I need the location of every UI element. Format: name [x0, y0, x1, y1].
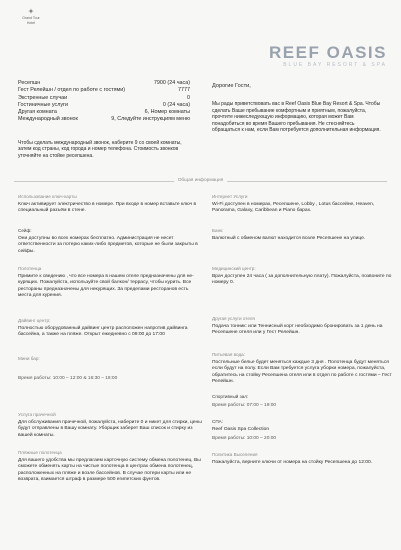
section-body: Валютный с обменом валют находится возле Ресепшене на улице.	[212, 236, 366, 241]
phone-label: Гест Релейшн / отдел по работе с гостями)	[18, 87, 126, 94]
phone-value: 7900 (24 часа)	[153, 80, 190, 86]
phone-row	[18, 116, 190, 123]
minibar-hours: Время работы: 10:00 – 12:00 & 16:30 – 18:00	[18, 376, 118, 381]
brand-logo	[237, 44, 387, 69]
section-body: Они доступны во всех номерах бесплатно. Администрация не несет ответственности за потерю каких-либо предметов, которые не были закрыты в сейфы.	[18, 236, 198, 254]
section-heading: Банк:	[212, 228, 224, 233]
phone-value: 9, Следуйте инструкциям меню	[111, 116, 190, 123]
spa-section	[212, 419, 396, 433]
section-body: Подача тонник: или Теннисный корт необходимо бронировать за 1 день на Ресепшене отеля или у Гест Релейшн.	[212, 324, 383, 336]
hotel-crest-logo	[14, 7, 48, 29]
internet-section	[212, 194, 396, 215]
phone-label: Экстренные случаи	[18, 94, 68, 101]
section-heading: Интернет Услуги	[212, 194, 248, 199]
phone-row	[18, 102, 190, 109]
section-body: Wi-Fi доступен в номерах, Ресепшене, Lobby , Lotus бассейне, Heaven, Panorama, Galaxy, Caribbean и Piano барах.	[212, 202, 375, 214]
section-divider	[14, 178, 387, 184]
section-heading: Использование ключ-карты	[18, 194, 77, 199]
divider-label: Общая информация	[174, 178, 228, 184]
section-heading: Пляжные полотенца	[18, 450, 62, 455]
section-body: Примите к сведению , что все номера в нашем отеле предназначены для не-курящих. Пожалуйста, используйте свой балкон/ террасу, чтобы курить. Все рестораны предназначены для некурящих. За пределами ресторанов есть места для курения.	[18, 274, 194, 298]
hotel-services-section	[212, 316, 396, 337]
section-heading: Сейф:	[18, 228, 32, 233]
section-heading: Спортивный зал:	[212, 394, 249, 399]
phone-value: 0 (24 часа)	[162, 101, 190, 108]
section-heading: Мини бар:	[18, 356, 40, 361]
logo-line-1: Grand Tour	[22, 16, 40, 20]
greeting: Дорогие Гости,	[212, 83, 251, 89]
laundry-section	[18, 412, 202, 439]
towels-section	[18, 450, 202, 483]
section-body: Reef Oasis Spa Collection	[212, 427, 270, 432]
section-heading: Питьевая вода:	[212, 352, 245, 357]
logo-line-2: Hotel	[26, 20, 36, 25]
section-body: Для вашего удобства мы предлагаем карточную систему обмена полотенец. Вы сможете обменять карты на чистые полотенца в центрах обмена полотенец, расположенных на пляже и возле бассейнов. В случае потери карты или не возврата, взимается штраф в размере 500 египетских фунтов.	[18, 458, 201, 482]
section-body: Врач доступен 24 часа ( за дополнительную плату). Пожалуйста, позвоните по номеру 0.	[212, 274, 392, 286]
keycard-section	[18, 194, 202, 215]
section-heading: Полотенца	[18, 266, 42, 271]
minibar-section	[18, 356, 202, 364]
checkout-section	[212, 452, 396, 466]
section-heading: Медицинский центр:	[212, 266, 256, 271]
phone-value: 7777	[178, 87, 190, 94]
brand-name: REEF OASIS	[269, 43, 387, 62]
welcome-text: Мы рады приветствовать вас в Reef Oasis Blue Bay Resort & Spa. Чтобы сделать Ваше пребывание комфортным и приятным, пожалуйста, прочтите нижеследующую информацию, которая может Вам понадобиться во время Вашего пребывания. Не стесняйтесь обращаться к нам, если Вам потребуется дополнительная информация.	[212, 101, 381, 134]
phone-value: 6, Номер комнаты	[144, 109, 190, 116]
section-body: Ключ активирует электричество в номере. При входе в номер вставьте ключ в специальный разъём в стене.	[18, 202, 197, 214]
housekeeping-section	[212, 352, 396, 385]
phone-label: Другая комната	[18, 109, 57, 116]
section-body: Постельные белье будет меняться каждые 3 дня . Полотенца будут меняться если будут на полу. Если Вам требуется услуга уборки номера, пожалуйста, обратитесь на стойку Ресепшена отеля или в отдел по работе с гостями – Гест Релейшн.	[212, 360, 392, 384]
section-heading: Дайвинг центр:	[18, 318, 51, 323]
section-heading: Другая услуги отеля	[212, 316, 255, 321]
phone-label: Ресепшн	[18, 80, 41, 86]
phone-directory	[18, 80, 190, 124]
gym-section	[212, 394, 396, 402]
phone-label: Международный звонок	[18, 116, 78, 123]
diving-section	[18, 318, 202, 339]
brand-subtitle: BLUE BAY RESORT & SPA	[283, 62, 387, 68]
section-body: Для обслуживания прачечной, пожалуйста, наберите 0 и никет для стирки, цены будут отправлены в Вашу комнату. Уборщик заберет Ваш список и стирку из вашей комнаты.	[18, 420, 202, 438]
section-heading: СПА:	[212, 419, 223, 424]
phone-note: Чтобы сделать международный звонок, наберите 9 со своей комнаты, затем код страны, код города и номер телефона. Стоимость звонков уточняйте на стойке ресепшена.	[18, 140, 182, 159]
phone-row	[18, 87, 190, 94]
section-heading: Услуга прачечной	[18, 412, 56, 417]
phone-value: 0	[187, 94, 190, 101]
crest-icon: ✦	[27, 7, 35, 16]
phone-row	[18, 95, 190, 102]
gym-hours: Время работы: 07:00 – 19:00	[212, 403, 277, 408]
section-body: Полностью оборудованный дайвинг центр расположен напротив дайвинга бассейна, а также на пляже. Открыт ежедневно с 09:00 до 17:00	[18, 326, 188, 338]
section-heading: Политика Выселения	[212, 452, 258, 457]
smoking-section	[18, 266, 202, 299]
medical-section	[212, 266, 396, 287]
section-body: Пожалуйста, верните ключи от номера на стойку Ресепшена до 12:00.	[212, 460, 373, 465]
safe-section	[18, 228, 202, 255]
spa-hours: Время работы: 10:00 – 20:00	[212, 436, 277, 441]
phone-label: Гостиничные услуги	[18, 101, 69, 108]
bank-section	[212, 228, 396, 242]
